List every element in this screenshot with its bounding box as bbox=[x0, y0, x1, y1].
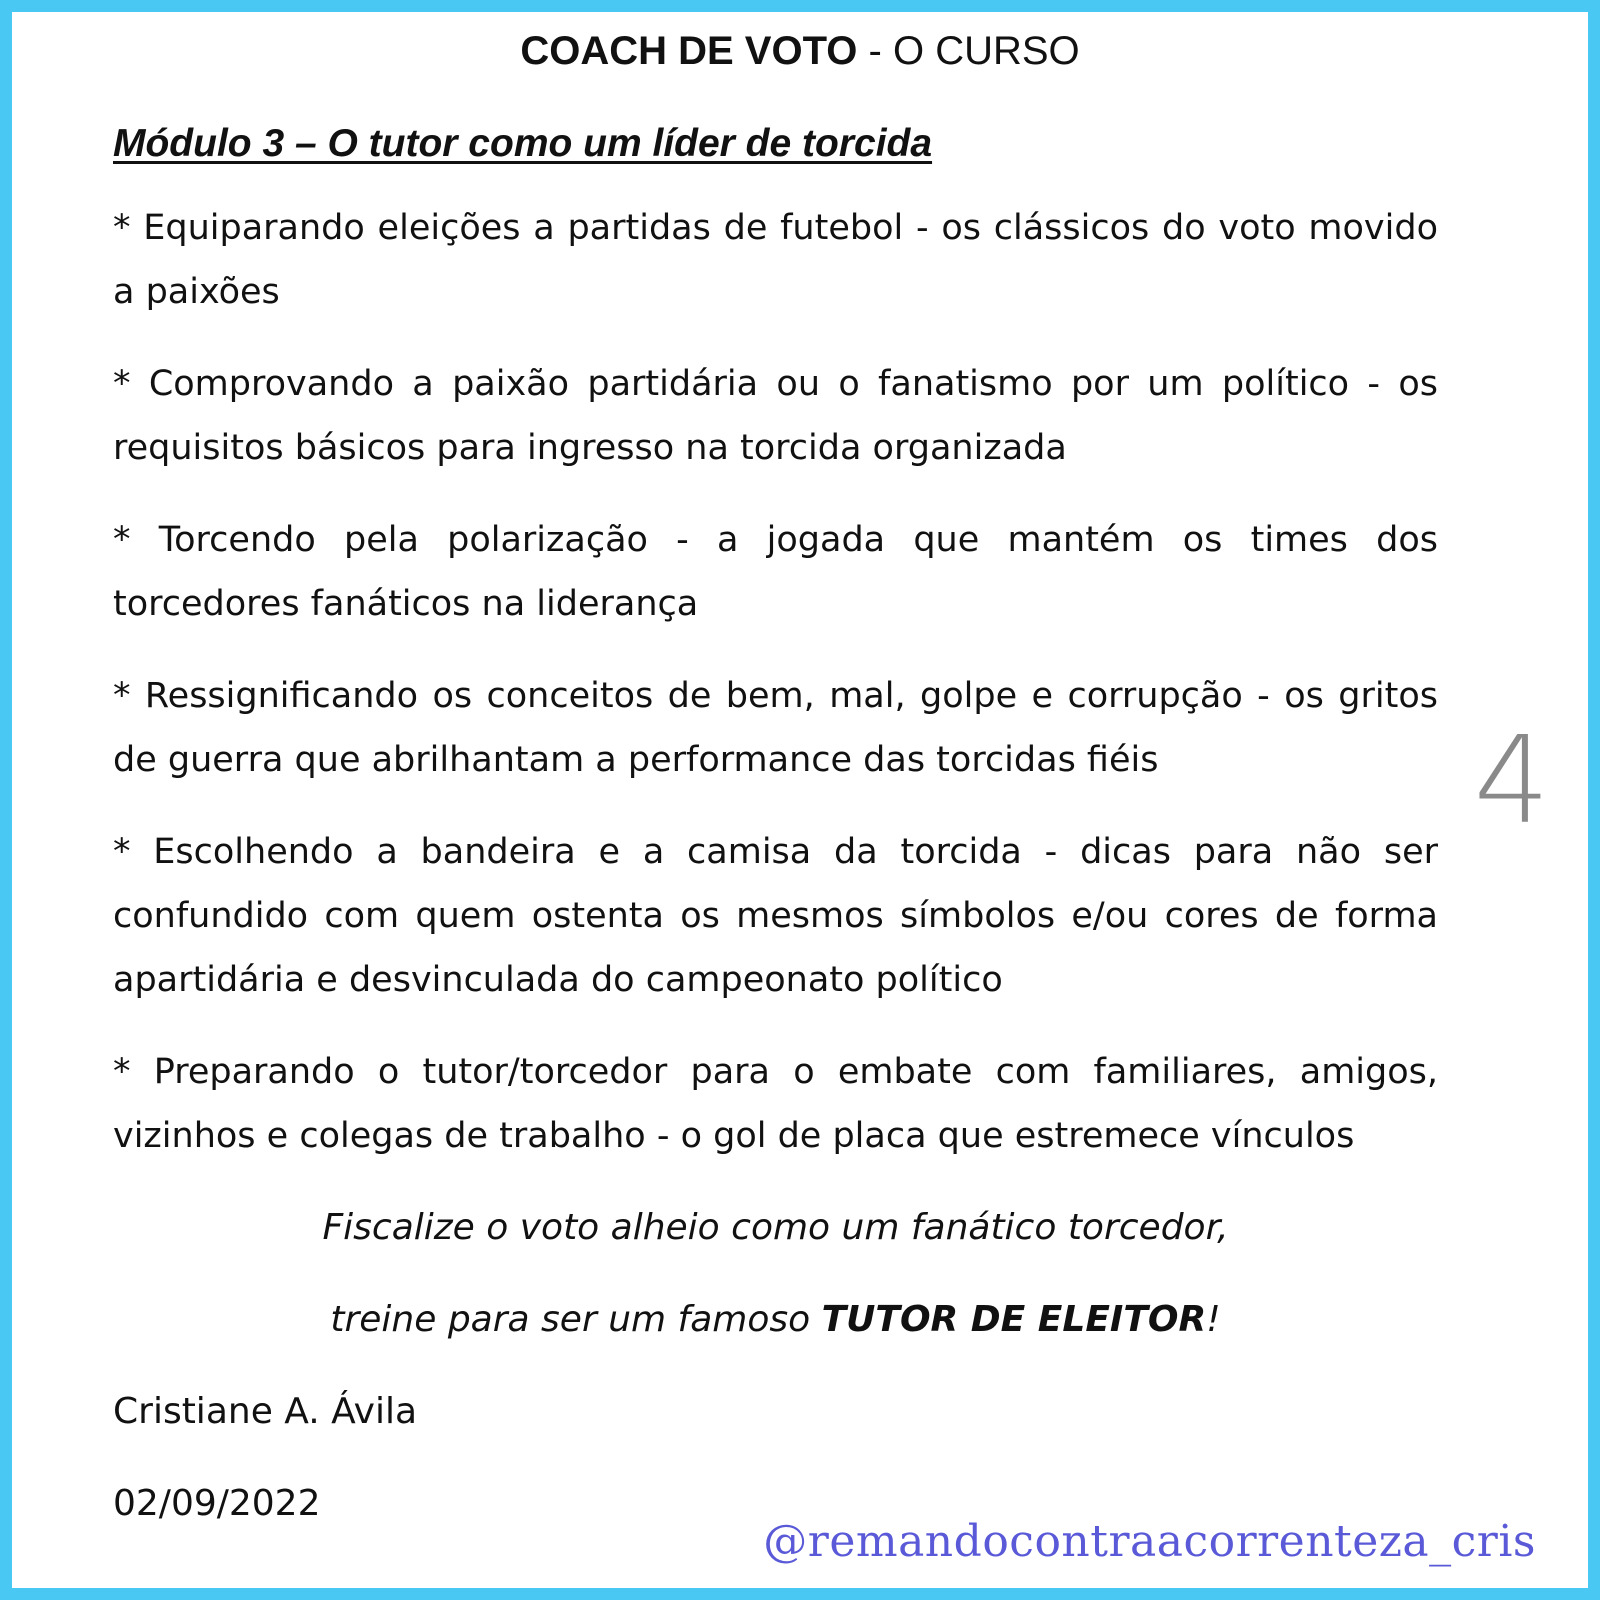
course-title: COACH DE VOTO bbox=[520, 29, 858, 73]
list-item: * Ressignificando os conceitos de bem, mal, golpe e corrupção - os gritos de guerra que abrilhantam a performance das torcidas fiéis bbox=[113, 676, 1438, 780]
module-title: Módulo 3 – O tutor como um líder de torcida bbox=[113, 122, 933, 165]
page-number: 4 bbox=[1473, 712, 1550, 851]
list-item: * Preparando o tutor/torcedor para o embate com familiares, amigos, vizinhos e colegas de trabalho - o gol de placa que estremece vínculos bbox=[113, 1052, 1438, 1156]
document-header bbox=[12, 26, 1588, 76]
list-item: * Escolhendo a bandeira e a camisa da torcida - dicas para não ser confundido com quem ostenta os mesmos símbolos e/ou cores de forma apartidária e desvinculada do campeonato político bbox=[113, 832, 1438, 1000]
slogan-line-2 bbox=[113, 1288, 1438, 1352]
slogan-prefix: treine para ser um famoso bbox=[330, 1299, 822, 1340]
list-item: * Torcendo pela polarização - a jogada que mantém os times dos torcedores fanáticos na liderança bbox=[113, 520, 1438, 624]
course-subtitle: - O CURSO bbox=[857, 29, 1080, 73]
list-item: * Comprovando a paixão partidária ou o fanatismo por um político - os requisitos básicos para ingresso na torcida organizada bbox=[113, 364, 1438, 468]
slogan-emphasis: TUTOR DE ELEITOR bbox=[821, 1299, 1207, 1340]
slogan-suffix: ! bbox=[1206, 1299, 1221, 1340]
author-name: Cristiane A. Ávila bbox=[113, 1391, 418, 1432]
slogan-line-1: Fiscalize o voto alheio como um fanático torcedor, bbox=[322, 1207, 1229, 1248]
list-item: * Equiparando eleições a partidas de futebol - os clássicos do voto movido a paixões bbox=[113, 208, 1438, 312]
document-body bbox=[113, 114, 1438, 1564]
social-handle: @remandocontraacorrenteza_cris bbox=[763, 1516, 1536, 1567]
document-date: 02/09/2022 bbox=[113, 1483, 321, 1524]
